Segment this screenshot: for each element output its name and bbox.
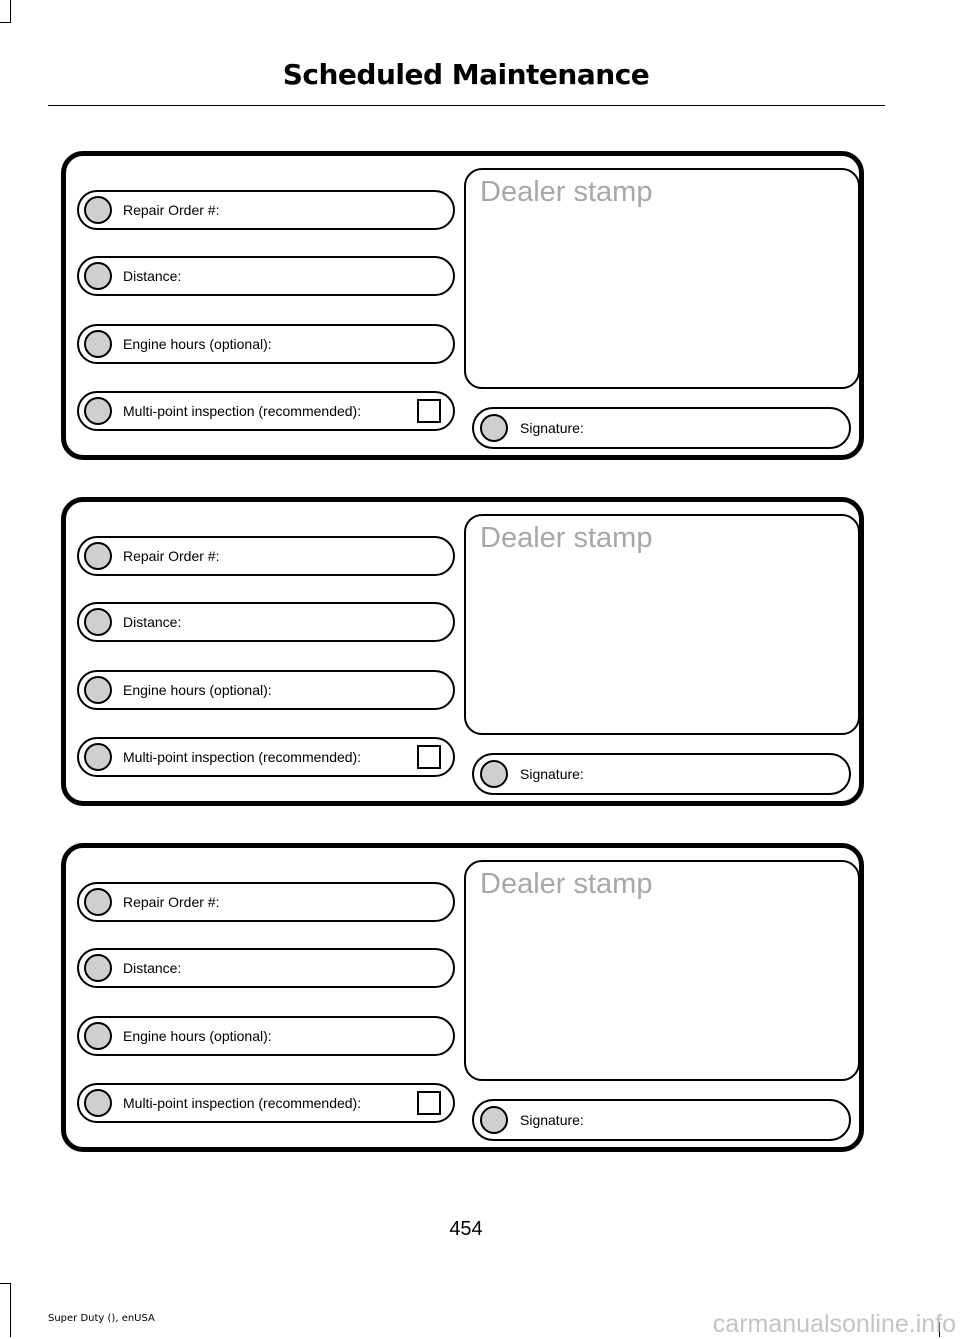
repair-order-label: Repair Order #: xyxy=(123,202,220,218)
engine-hours-field[interactable] xyxy=(77,670,455,710)
dealer-stamp-box xyxy=(464,168,860,389)
repair-order-label: Repair Order #: xyxy=(123,548,220,564)
inspection-field xyxy=(77,737,455,777)
inspection-label: Multi-point inspection (recommended): xyxy=(123,403,362,419)
signature-field[interactable] xyxy=(472,1099,851,1141)
field-bullet-icon xyxy=(84,954,112,982)
signature-label: Signature: xyxy=(520,420,584,436)
inspection-label: Multi-point inspection (recommended): xyxy=(123,1095,362,1111)
crop-mark xyxy=(10,1283,11,1337)
signature-label: Signature: xyxy=(520,1112,584,1128)
signature-field[interactable] xyxy=(472,407,851,449)
distance-label: Distance: xyxy=(123,614,182,630)
field-bullet-icon xyxy=(84,397,112,425)
inspection-checkbox[interactable] xyxy=(417,745,441,769)
maintenance-record-card xyxy=(61,843,864,1152)
distance-label: Distance: xyxy=(123,268,182,284)
crop-mark xyxy=(0,22,11,23)
repair-order-label: Repair Order #: xyxy=(123,894,220,910)
field-bullet-icon xyxy=(480,1106,508,1134)
distance-field[interactable] xyxy=(77,602,455,642)
dealer-stamp-box xyxy=(464,514,860,735)
inspection-checkbox[interactable] xyxy=(417,399,441,423)
engine-hours-label: Engine hours (optional): xyxy=(123,682,272,698)
field-bullet-icon xyxy=(84,1089,112,1117)
field-bullet-icon xyxy=(480,760,508,788)
inspection-checkbox[interactable] xyxy=(417,1091,441,1115)
maintenance-record-card xyxy=(61,151,864,460)
dealer-stamp-box xyxy=(464,860,860,1081)
field-bullet-icon xyxy=(84,676,112,704)
field-bullet-icon xyxy=(84,196,112,224)
repair-order-field[interactable] xyxy=(77,536,455,576)
field-bullet-icon xyxy=(84,1022,112,1050)
inspection-label: Multi-point inspection (recommended): xyxy=(123,749,362,765)
signature-label: Signature: xyxy=(520,766,584,782)
signature-field[interactable] xyxy=(472,753,851,795)
watermark: carmanualsonline.info xyxy=(712,1310,956,1338)
dealer-stamp-label: Dealer stamp xyxy=(480,868,653,900)
distance-label: Distance: xyxy=(123,960,182,976)
inspection-field xyxy=(77,1083,455,1123)
field-bullet-icon xyxy=(480,414,508,442)
engine-hours-field[interactable] xyxy=(77,324,455,364)
dealer-stamp-label: Dealer stamp xyxy=(480,522,653,554)
distance-field[interactable] xyxy=(77,256,455,296)
repair-order-field[interactable] xyxy=(77,882,455,922)
field-bullet-icon xyxy=(84,542,112,570)
engine-hours-label: Engine hours (optional): xyxy=(123,336,272,352)
page-number: 454 xyxy=(449,1218,483,1240)
repair-order-field[interactable] xyxy=(77,190,455,230)
distance-field[interactable] xyxy=(77,948,455,988)
field-bullet-icon xyxy=(84,262,112,290)
crop-mark xyxy=(0,1283,11,1284)
field-bullet-icon xyxy=(84,608,112,636)
maintenance-record-card xyxy=(61,497,864,806)
field-bullet-icon xyxy=(84,888,112,916)
field-bullet-icon xyxy=(84,330,112,358)
inspection-field xyxy=(77,391,455,431)
edition-text: Super Duty (), enUSA xyxy=(48,1313,155,1324)
engine-hours-label: Engine hours (optional): xyxy=(123,1028,272,1044)
dealer-stamp-label: Dealer stamp xyxy=(480,176,653,208)
field-bullet-icon xyxy=(84,743,112,771)
crop-mark xyxy=(10,0,11,22)
engine-hours-field[interactable] xyxy=(77,1016,455,1056)
page-title: Scheduled Maintenance xyxy=(282,58,650,91)
title-divider xyxy=(48,105,885,106)
